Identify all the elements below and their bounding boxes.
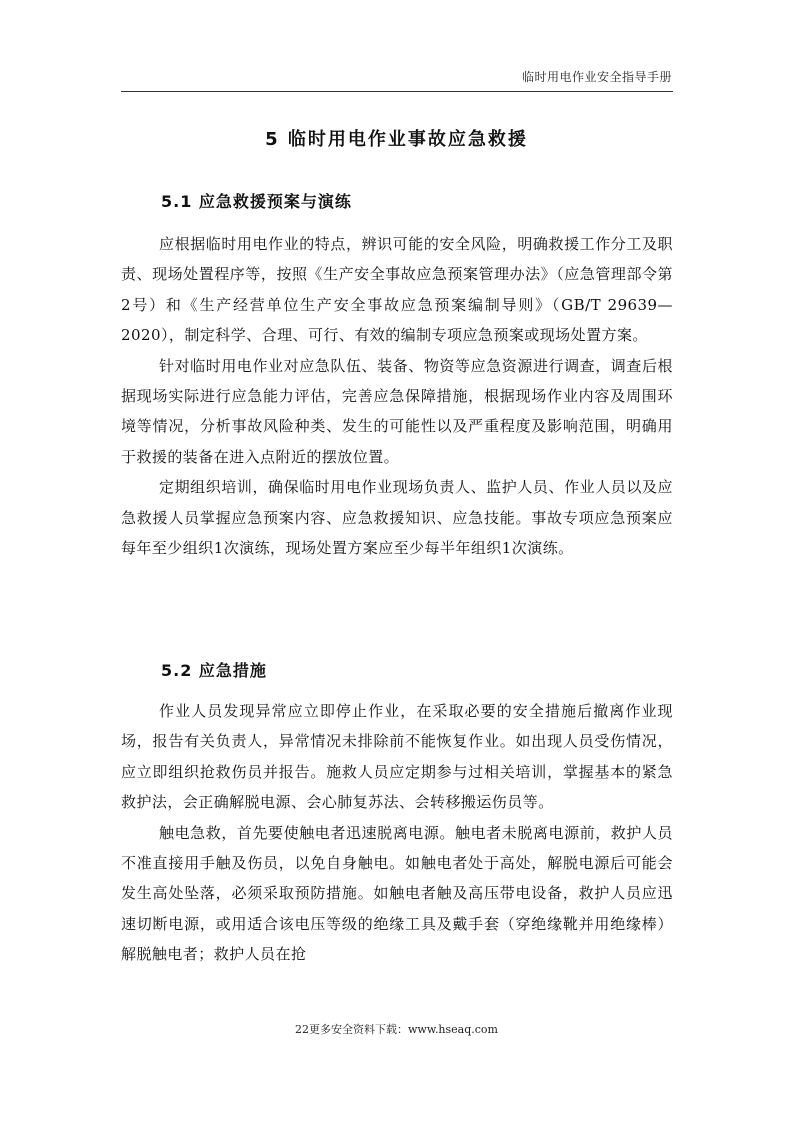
section-5-1-body [121,229,673,563]
section-5-2-body [121,696,673,970]
section-5-1 [121,189,673,212]
paragraph: 针对临时用电作业对应急队伍、装备、物资等应急资源进行调查，调查后根据现场实际进行应急能力评估，完善应急保障措施，根据现场作业内容及周围环境等情况，分析事故风险种类、发生的可能性以及严重程度及影响范围，明确用于救援的装备在进入点附近的摆放位置。 [121,356,673,466]
paragraph: 定期组织培训，确保临时用电作业现场负责人、监护人员、作业人员以及应急救援人员掌握应急预案内容、应急救援知识、应急技能。事故专项应急预案应每年至少组织1次演练，现场处置方案应至少每半年组织1次演练。 [121,478,673,558]
header-divider [121,91,673,92]
chapter-title: 5 临时用电作业事故应急救援 [265,129,528,150]
section-title: 5.1 应急救援预案与演练 [161,192,352,211]
page-footer: 22更多安全资料下载：www.hseaq.com [295,1023,498,1036]
running-header: 临时用电作业安全指导手册 [521,70,672,84]
section-5-2 [121,658,673,681]
paragraph: 触电急救，首先要使触电者迅速脱离电源。触电者未脱离电源前，救护人员不准直接用手触及伤员，以免自身触电。如触电者处于高处，解脱电源后可能会发生高处坠落，必须采取预防措施。如触电者触及高压带电设备，救护人员应迅速切断电源，或用适合该电压等级的绝缘工具及戴手套（穿绝缘靴并用绝缘棒）解脱触电者；救护人员在抢 [121,823,673,964]
paragraph: 应根据临时用电作业的特点，辨识可能的安全风险，明确救援工作分工及职责、现场处置程序等，按照《生产安全事故应急预案管理办法》（应急管理部令第2号）和《生产经营单位生产安全事故应急预案编制导则》（GB/T 29639—2020），制定科学、合理、可行、有效的编制专项应急预案或现场处置方案。 [121,235,673,345]
section-title: 5.2 应急措施 [161,661,267,680]
paragraph: 作业人员发现异常应立即停止作业，在采取必要的安全措施后撤离作业现场，报告有关负责人，异常情况未排除前不能恢复作业。如出现人员受伤情况，应立即组织抢救伤员并报告。施救人员应定期参与过相关培训，掌握基本的紧急救护法，会正确解脱电源、会心肺复苏法、会转移搬运伤员等。 [121,702,673,812]
